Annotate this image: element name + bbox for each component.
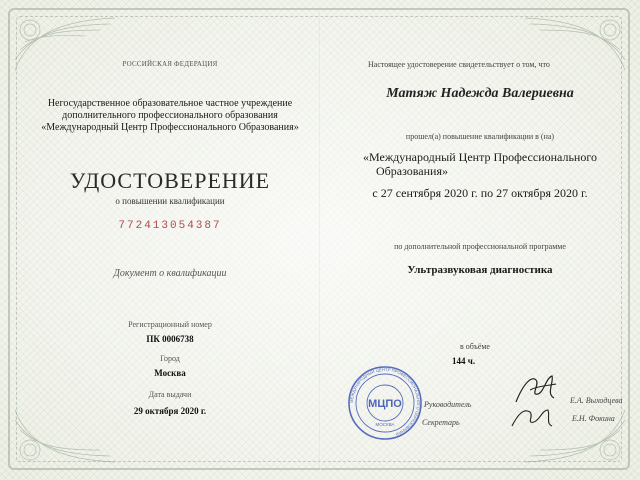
issuer-organization — [30, 98, 310, 134]
director-label: Руководитель — [424, 400, 472, 409]
secretary-signature-icon — [508, 402, 556, 432]
stamp-center-text: МЦПО — [368, 398, 402, 410]
holder-name: Матяж Надежда Валериевна — [386, 86, 574, 101]
city-value: Москва — [154, 368, 186, 378]
volume-label: в объёме — [460, 342, 490, 351]
certificate-title: УДОСТОВЕРЕНИЕ — [69, 168, 271, 193]
passed-text: прошел(а) повышение квалификации в (на) — [405, 132, 555, 141]
secretary-name: Е.Н. Фокина — [572, 414, 615, 423]
director-name: Е.А. Выходцева — [570, 396, 623, 405]
document-number: 772413054387 — [118, 220, 222, 232]
ornament-top-right-icon — [520, 10, 630, 80]
program-intro: по дополнительной профессиональной программе — [394, 242, 566, 251]
issuer-line-1: Негосударственное образовательное частное учреждение — [47, 98, 293, 109]
ornament-top-left-icon — [10, 10, 120, 80]
issue-date-label: Дата выдачи — [148, 390, 192, 399]
stamp-ring-text: МЕЖДУНАРОДНЫЙ ЦЕНТР ПРОФЕССИОНАЛЬНОГО ОБРАЗОВАНИЯ — [348, 366, 422, 437]
volume-value: 144 ч. — [452, 356, 476, 366]
document-type: Документ о квалификации — [113, 268, 227, 279]
training-org-line-1: «Международный Центр Профессионального — [363, 150, 597, 164]
registration-number: ПК 0006738 — [146, 334, 194, 344]
page-fold — [319, 10, 321, 470]
issue-date-value: 29 октября 2020 г. — [133, 406, 207, 416]
training-organization — [340, 150, 620, 178]
secretary-label: Секретарь — [422, 418, 460, 427]
issuer-line-3: «Международный Центр Профессионального Образования» — [41, 122, 299, 133]
city-label: Город — [160, 354, 180, 363]
program-name: Ультразвуковая диагностика — [407, 264, 553, 276]
certificate-subtitle: о повышении квалификации — [115, 196, 225, 206]
training-period: с 27 сентября 2020 г. по 27 октября 2020 г. — [372, 186, 588, 200]
organization-stamp-icon — [346, 364, 424, 442]
intro-text: Настоящее удостоверение свидетельствует о том, что — [368, 60, 550, 69]
stamp-bottom-text: МОСКВА — [375, 422, 395, 427]
country-name: РОССИЙСКАЯ ФЕДЕРАЦИЯ — [122, 60, 218, 68]
training-org-line-2: Образования» — [376, 164, 448, 178]
issuer-line-2: дополнительного профессионального образования — [62, 110, 278, 121]
registration-label: Регистрационный номер — [128, 320, 212, 329]
